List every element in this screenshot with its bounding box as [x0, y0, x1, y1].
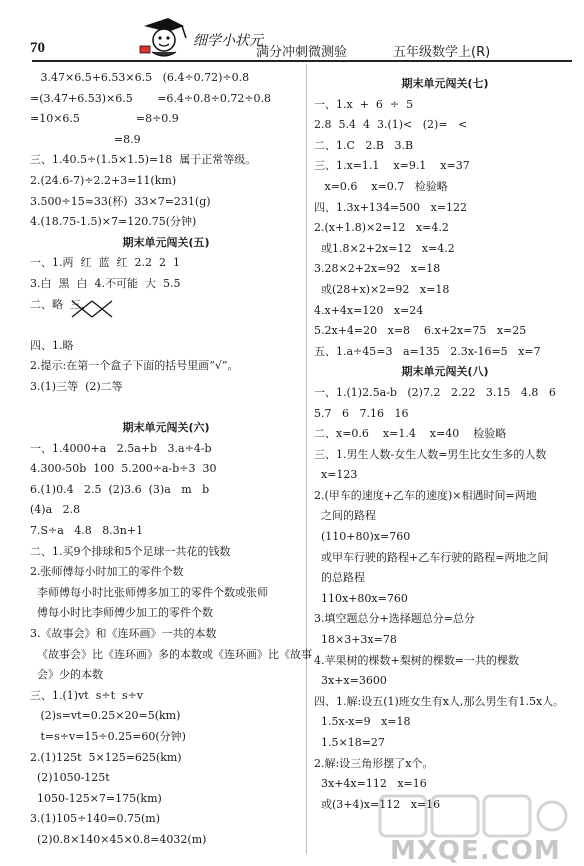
text-line: (110+80)x=760 — [314, 530, 411, 544]
text-line: 二、略 三、 — [30, 297, 92, 311]
text-line: 3.白 黑 白 4.不可能 大 5.5 — [30, 276, 181, 290]
text-line: 1.5x-x=9 x=18 — [314, 715, 411, 729]
text-line: 6.(1)0.4 2.5 (2)3.6 (3)a m b — [30, 482, 210, 496]
text-line: (2)0.8×140×45×0.8=4032(m) — [30, 832, 207, 846]
text-line: 3.(1)105÷140=0.75(m) — [30, 812, 161, 826]
section-title: 期末单元闯关(六) — [122, 421, 210, 435]
watermark-text: MXQE.COM — [390, 836, 561, 866]
text-line: 2.张师傅每小时加工的零件个数 — [30, 565, 184, 579]
text-line: 或甲车行驶的路程+乙车行驶的路程=两地之间 — [314, 550, 549, 564]
text-line: 或1.8×2+2x=12 x=4.2 — [314, 241, 455, 255]
text-line: 110x+80x=760 — [314, 591, 408, 605]
section-title: 期末单元闯关(八) — [401, 365, 489, 379]
text-line: =10×6.5 =8÷0.9 — [30, 112, 179, 126]
text-line: 1050-125×7=175(km) — [30, 791, 162, 805]
book-title: 满分冲刺微测验 — [256, 45, 348, 60]
text-line: 3x+x=3600 — [314, 674, 387, 688]
text-line: 四、1.解:设五(1)班女生有x人,那么男生有1.5x人。 — [314, 694, 565, 708]
text-line: 2.8 5.4 4 3.(1)< (2)= < — [314, 118, 468, 132]
text-line: 2.(x+1.8)×2=12 x=4.2 — [314, 221, 449, 235]
right-column — [314, 74, 576, 815]
text-line: 《故事会》比《连环画》多的本数或《连环画》比《故事 — [30, 647, 312, 661]
text-line: 的总路程 — [314, 571, 365, 585]
text-line: (2)1050-125t — [30, 771, 110, 785]
left-column — [30, 68, 312, 851]
text-line: 3.28×2+2x=92 x=18 — [314, 262, 441, 276]
student-mascot-icon — [138, 16, 190, 60]
text-line: (2)s=vt=0.25×20=5(km) — [30, 709, 181, 723]
text-line: 7.S÷a 4.8 8.3n+1 — [30, 524, 144, 538]
text-line: 二、x=0.6 x=1.4 x=40 检验略 — [314, 427, 507, 441]
text-line: 3.500÷15≈33(杯) 33×7=231(g) — [30, 194, 211, 208]
text-line: 3x+4x=112 x=16 — [314, 777, 427, 791]
text-line: 2.解:设三角形摆了x个。 — [314, 756, 434, 770]
section-title: 期末单元闯关(五) — [122, 235, 210, 249]
text-line: x=123 — [314, 468, 358, 482]
text-line: x=0.6 x=0.7 检验略 — [314, 179, 448, 193]
text-line: 五、1.a÷45=3 a=135 2.3x-16=5 x=7 — [314, 344, 541, 358]
text-line: 三、1.男生人数-女生人数=男生比女生多的人数 — [314, 447, 547, 461]
text-line: 三、1.x=1.1 x=9.1 x=37 — [314, 159, 470, 173]
text-line: 二、1.买9个排球和5个足球一共花的钱数 — [30, 544, 231, 558]
text-line: 或(3+4)x=112 x=16 — [314, 797, 441, 811]
matching-lines-icon — [70, 298, 114, 320]
text-line: 一、1.4000+a 2.5a+b 3.a÷4-b — [30, 441, 212, 455]
text-line: 三、1.(1)vt s÷t s÷v — [30, 688, 144, 702]
header-rule — [32, 60, 572, 62]
grade-label: 五年级数学上(R) — [393, 45, 491, 60]
column-divider — [306, 64, 307, 854]
text-line: t=s÷v=15÷0.25=60(分钟) — [30, 730, 186, 743]
text-line: 4.(18.75-1.5)×7=120.75(分钟) — [30, 215, 197, 229]
text-line: 李师傅每小时比张师傅多加工的零件个数或张师 — [30, 585, 268, 599]
text-line: 之间的路程 — [314, 509, 376, 523]
text-line: 三、1.40.5÷(1.5×1.5)=18 属于正常等级。 — [30, 153, 257, 167]
page-number: 70 — [30, 40, 45, 56]
text-line: 会》少的本数 — [30, 668, 103, 682]
text-line: 一、1.两 红 蓝 红 2.2 2 1 — [30, 256, 180, 270]
text-line: =(3.47+6.53)×6.5 =6.4÷0.8÷0.72÷0.8 — [30, 91, 272, 105]
text-line: 5.2x+4=20 x=8 6.x+2x=75 x=25 — [314, 324, 527, 338]
text-line: 2.(24.6-7)÷2.2+3=11(km) — [30, 173, 177, 187]
text-line: 1.5×18=27 — [314, 736, 385, 749]
text-line: 4.x+4x=120 x=24 — [314, 303, 424, 317]
text-line: 四、1.3x+134=500 x=122 — [314, 200, 468, 214]
text-line: 二、1.C 2.B 3.B — [314, 138, 414, 152]
section-title: 期末单元闯关(七) — [401, 77, 489, 90]
text-line: 3.填空题总分+选择题总分=总分 — [314, 612, 475, 626]
page-header — [0, 0, 584, 62]
text-line: 傅每小时比李师傅少加工的零件个数 — [30, 606, 213, 620]
text-line: 2.提示:在第一个盒子下面的括号里画“√”。 — [30, 359, 239, 373]
text-line: 4.300-50b 100 5.200÷a-b÷3 30 — [30, 462, 217, 476]
text-line: 或(28+x)×2=92 x=18 — [314, 282, 450, 296]
text-line: 3.《故事会》和《连环画》一共的本数 — [30, 627, 217, 641]
text-line: 18×3+3x=78 — [314, 633, 397, 647]
text-line: 四、1.略 — [30, 338, 74, 352]
text-line — [30, 398, 302, 419]
text-line: 5.7 6 7.16 16 — [314, 406, 409, 420]
text-line: (4)a 2.8 — [30, 503, 81, 517]
text-line: 3.(1)三等 (2)二等 — [30, 379, 123, 393]
brand-logo-text: 细学小状元 — [193, 33, 263, 49]
text-line: 4.苹果树的棵数+梨树的棵数=一共的棵数 — [314, 653, 519, 667]
text-line: 一、1.x + 6 ÷ 5 — [314, 97, 414, 111]
text-line: =8.9 — [30, 132, 141, 146]
text-line: 2.(1)125t 5×125=625(km) — [30, 750, 182, 764]
text-line: 2.(甲车的速度+乙车的速度)×相遇时间=两地 — [314, 488, 537, 502]
text-line: 一、1.(1)2.5a-b (2)7.2 2.22 3.15 4.8 6 — [314, 385, 556, 399]
text-line: 3.47×6.5+6.53×6.5 (6.4÷0.72)÷0.8 — [30, 71, 250, 84]
